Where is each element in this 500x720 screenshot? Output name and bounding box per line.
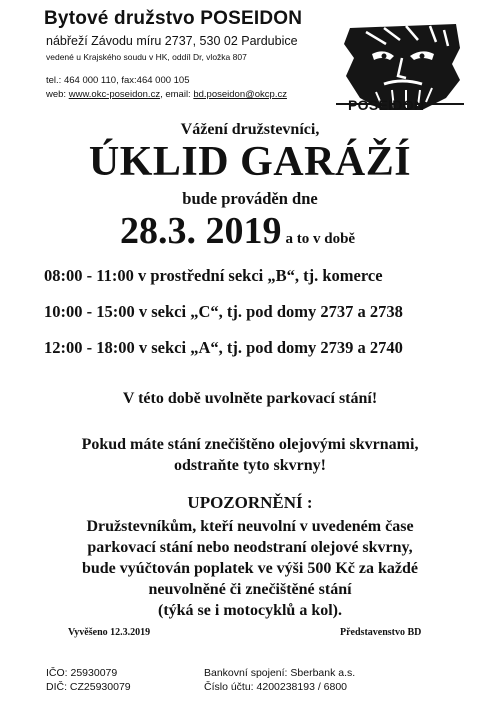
subline: bude prováděn dne — [182, 189, 318, 208]
warning-body — [0, 516, 500, 621]
fax-label: fax: — [121, 75, 137, 86]
org-contacts — [46, 74, 287, 102]
org-name: Bytové družstvo POSEIDON — [44, 8, 303, 29]
footer-ids — [46, 666, 131, 694]
email-label: email: — [165, 89, 191, 100]
account-number: Číslo účtu: 4200238193 / 6800 — [204, 681, 348, 693]
warning-line-1: Družstevníkům, kteří neuvolní v uvedeném čase — [86, 518, 414, 535]
fax-number: 464 000 105 — [136, 75, 190, 86]
web-label: web: — [46, 89, 67, 100]
schedule-list — [44, 266, 403, 374]
cleaning-date: 28.3. 2019 — [120, 210, 282, 252]
oil-notice-line-2: odstraňte tyto skvrny! — [174, 457, 326, 474]
warning-line-3: bude vyúčtován poplatek ve výši 500 Kč za každé — [81, 560, 418, 577]
headline: ÚKLID GARÁŽÍ — [88, 139, 412, 185]
posted-date: Vyvěšeno 12.3.2019 — [68, 627, 151, 638]
date-suffix: a to v době — [285, 231, 356, 247]
parking-notice: V této době uvolněte parkovací stání! — [122, 390, 378, 407]
web-link[interactable]: www.okc-poseidon.cz — [68, 89, 161, 100]
web-line: web: www.okc-poseidon.cz, email: bd.poseidon@okcp.cz — [46, 89, 287, 100]
warning-line-5: (týká se i motocyklů a kol). — [158, 602, 342, 619]
tel-number: 464 000 110 — [63, 75, 117, 86]
oil-notice — [0, 434, 500, 476]
phone-line: tel.: 464 000 110, fax:464 000 105 — [46, 75, 190, 86]
logo-text: POSEIDON — [348, 97, 425, 113]
warning-line-4: neuvolněné či znečištěné stání — [148, 581, 352, 598]
dic: DIČ: CZ25930079 — [46, 681, 131, 693]
warning-title: UPOZORNĚNÍ : — [187, 493, 313, 512]
ico: IČO: 25930079 — [46, 667, 118, 679]
date-line — [120, 209, 355, 253]
greeting: Vážení družstevníci, — [180, 121, 320, 138]
org-address: nábřeží Závodu míru 2737, 530 02 Pardubice — [46, 34, 298, 48]
oil-notice-line-1: Pokud máte stání znečištěno olejovými skvrnami, — [81, 436, 419, 453]
email-link[interactable]: bd.poseidon@okcp.cz — [193, 89, 287, 100]
schedule-item-a: 12:00 - 18:00 v sekci „A“, tj. pod domy 2739 a 2740 — [44, 338, 403, 357]
board-signature: Představenstvo BD — [340, 627, 422, 638]
footer-bank — [204, 666, 355, 694]
schedule-item-c: 10:00 - 15:00 v sekci „C“, tj. pod domy 2737 a 2738 — [44, 302, 403, 321]
org-register: vedené u Krajského soudu v HK, oddíl Dr, vložka 807 — [46, 52, 247, 62]
bank-connection: Bankovní spojení: Sberbank a.s. — [204, 667, 356, 679]
warning-line-2: parkovací stání nebo neodstraní olejové skvrny, — [87, 539, 413, 556]
tel-label: tel.: — [46, 75, 62, 86]
schedule-item-b: 08:00 - 11:00 v prostřední sekci „B“, tj. komerce — [44, 266, 383, 285]
